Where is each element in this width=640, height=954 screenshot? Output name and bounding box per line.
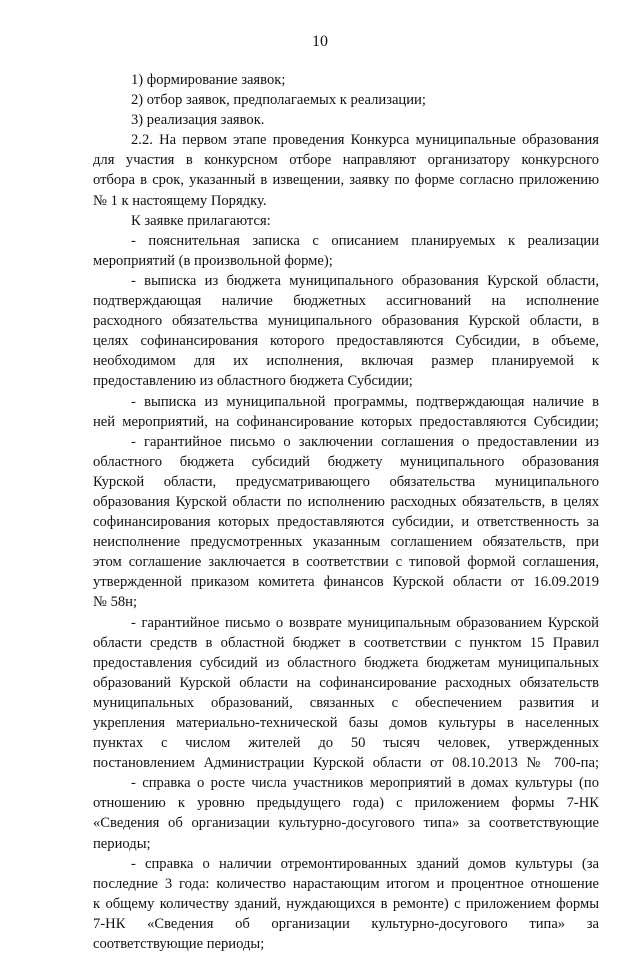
text-line: неисполнение предусмотренных указанным соглашением обязательств, при: [93, 534, 599, 551]
text-line: области средств в областной бюджет в соответствии с пунктом 15 Правил: [93, 634, 599, 651]
text-line: для участия в конкурсном отборе направляют организатору конкурсного: [93, 152, 599, 169]
text-line: Курской области, предусматривающего обязательства муниципального: [93, 473, 599, 490]
text-line: предоставлению из областного бюджета Субсидии;: [93, 373, 413, 390]
text-line: образования Курской области по исполнению расходных обязательств, в целях: [93, 493, 599, 510]
text-line: софинансирования которых предоставляются субсидии, и ответственность за: [93, 514, 599, 531]
text-line: - гарантийное письмо о возврате муниципальным образованием Курской: [131, 614, 599, 631]
text-line: 2.2. На первом этапе проведения Конкурса муниципальные образования: [131, 132, 599, 149]
text-line: - выписка из бюджета муниципального образования Курской области,: [131, 272, 599, 289]
text-line: - гарантийное письмо о заключении соглашения о предоставлении из: [131, 433, 599, 450]
text-line: - справка о росте числа участников мероприятий в домах культуры (по: [131, 775, 599, 792]
text-line: последние 3 года: количество нарастающим итогом и процентное отношение: [93, 875, 599, 892]
text-line: утвержденной приказом комитета финансов Курской области от 16.09.2019: [93, 574, 599, 591]
page-number: 10: [312, 33, 328, 50]
text-line: периоды;: [93, 835, 151, 852]
text-line: подтверждающая наличие бюджетных ассигнований на исполнение: [93, 293, 599, 310]
text-line: муниципальных образований, связанных с обеспечением развития и: [93, 694, 599, 711]
text-line: к общему количеству зданий, нуждающихся в ремонте) с приложением формы: [93, 895, 599, 912]
text-line: 3) реализация заявок.: [131, 112, 265, 129]
text-line: мероприятий (в произвольной форме);: [93, 252, 333, 269]
text-line: пунктах с числом жителей до 50 тысяч человек, утвержденных: [93, 735, 599, 752]
text-line: «Сведения об организации культурно-досугового типа» за соответствующие: [93, 815, 599, 832]
text-line: - пояснительная записка с описанием планируемых к реализации: [131, 232, 599, 249]
text-line: 7-НК «Сведения об организации культурно-досугового типа» за: [93, 915, 599, 932]
text-line: расходного обязательства муниципального образования Курской области, в: [93, 313, 599, 330]
text-line: целях софинансирования которого предоставляются Субсидии, в объеме,: [93, 333, 599, 350]
text-line: 2) отбор заявок, предполагаемых к реализации;: [131, 92, 426, 109]
text-line: К заявке прилагаются:: [131, 212, 271, 229]
text-line: укрепления материально-технической базы домов культуры в населенных: [93, 715, 599, 731]
text-line: областного бюджета субсидий бюджету муниципального образования: [93, 453, 599, 470]
text-line: ней мероприятий, на софинансирование которых предоставляются Субсидии;: [93, 413, 599, 430]
text-line: образований Курской области на софинансирование расходных обязательств: [93, 674, 599, 691]
text-line: постановлением Администрации Курской области от 08.10.2013 № 700-па;: [93, 755, 599, 772]
text-line: этом соглашение заключается в соответствии с типовой формой соглашения,: [93, 554, 599, 571]
text-line: соответствующие периоды;: [93, 936, 265, 953]
text-line: предоставления субсидий из областного бюджета бюджетам муниципальных: [93, 654, 599, 671]
text-line: № 58н;: [93, 594, 138, 611]
text-line: отношению к уровню предыдущего года) с приложением формы 7-НК: [93, 795, 599, 812]
text-line: - справка о наличии отремонтированных зданий домов культуры (за: [131, 855, 599, 872]
text-line: необходимом для их исполнения, включая размер планируемой к: [93, 353, 599, 370]
text-line: № 1 к настоящему Порядку.: [93, 192, 267, 209]
text-line: 1) формирование заявок;: [131, 72, 286, 88]
text-line: - выписка из муниципальной программы, подтверждающая наличие в: [131, 393, 599, 410]
body-text: [93, 70, 599, 954]
text-line: отбора в срок, указанный в извещении, заявку по форме согласно приложению: [93, 172, 599, 189]
